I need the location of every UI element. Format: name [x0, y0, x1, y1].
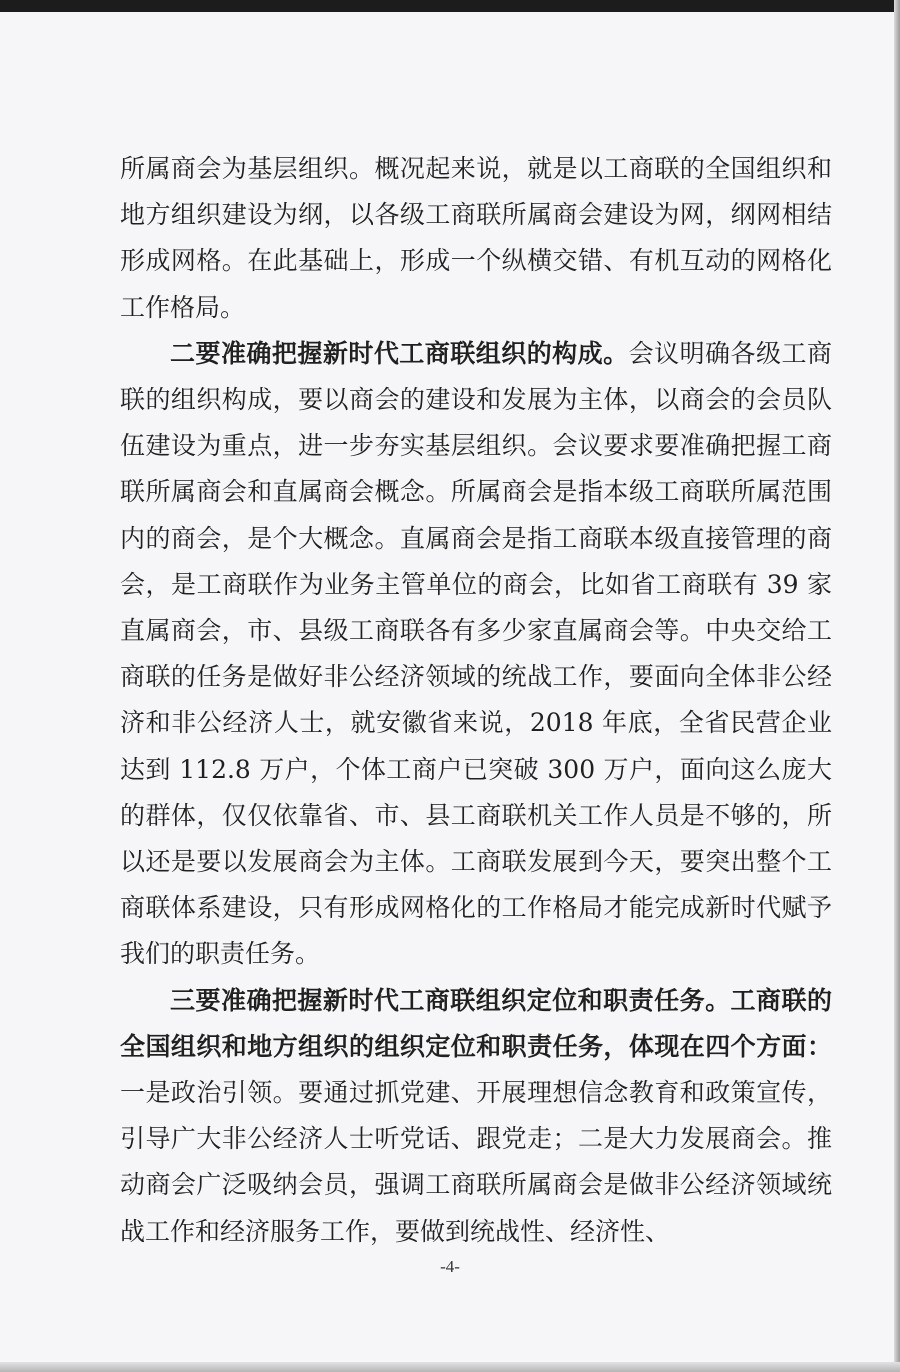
paragraph-3-heading: 三要准确把握新时代工商联组织定位和职责任务。工商联的全国组织和地方组织的组织定位和职责任务，体现在四个方面： — [120, 985, 832, 1061]
paragraph-2-heading: 二要准确把握新时代工商联组织的构成。 — [170, 338, 629, 368]
paragraph-2 — [120, 331, 832, 978]
scan-right-edge — [894, 0, 900, 1372]
paragraph-3 — [120, 978, 832, 1255]
paragraph-1 — [120, 146, 832, 331]
paragraph-3-body: 一是政治引领。要通过抓党建、开展理想信念教育和政策宣传，引导广大非公经济人士听党话、跟党走；二是大力发展商会。推动商会广泛吸纳会员，强调工商联所属商会是做非公经济领域统战工作和经济服务工作，要做到统战性、经济性、 — [120, 1078, 832, 1246]
page-number: -4- — [440, 1257, 460, 1276]
scan-top-edge — [0, 0, 900, 12]
scan-bottom-edge — [0, 1362, 900, 1372]
paragraph-1-body: 所属商会为基层组织。概况起来说，就是以工商联的全国组织和地方组织建设为纲，以各级工商联所属商会建设为网，纲网相结形成网格。在此基础上，形成一个纵横交错、有机互动的网格化工作格局。 — [120, 154, 832, 322]
paragraph-2-body: 会议明确各级工商联的组织构成，要以商会的建设和发展为主体，以商会的会员队伍建设为重点，进一步夯实基层组织。会议要求要准确把握工商联所属商会和直属商会概念。所属商会是指本级工商联所属范围内的商会，是个大概念。直属商会是指工商联本级直接管理的商会，是工商联作为业务主管单位的商会，比如省工商联有 39 家直属商会，市、县级工商联各有多少家直属商会等。中央交给工商联的任务是做好非公经济领域的统战工作，要面向全体非公经济和非公经济人士，就安徽省来说，2018 年底，全省民营企业达到 112.8 万户，个体工商户已突破 300 万户，面向这么庞大的群体，仅仅依靠省、市、县工商联机关工作人员是不够的，所以还是要以发展商会为主体。工商联发展到今天，要突出整个工商联体系建设，只有形成网格化的工作格局才能完成新时代赋予我们的职责任务。 — [120, 338, 832, 969]
body-text — [120, 146, 832, 1255]
